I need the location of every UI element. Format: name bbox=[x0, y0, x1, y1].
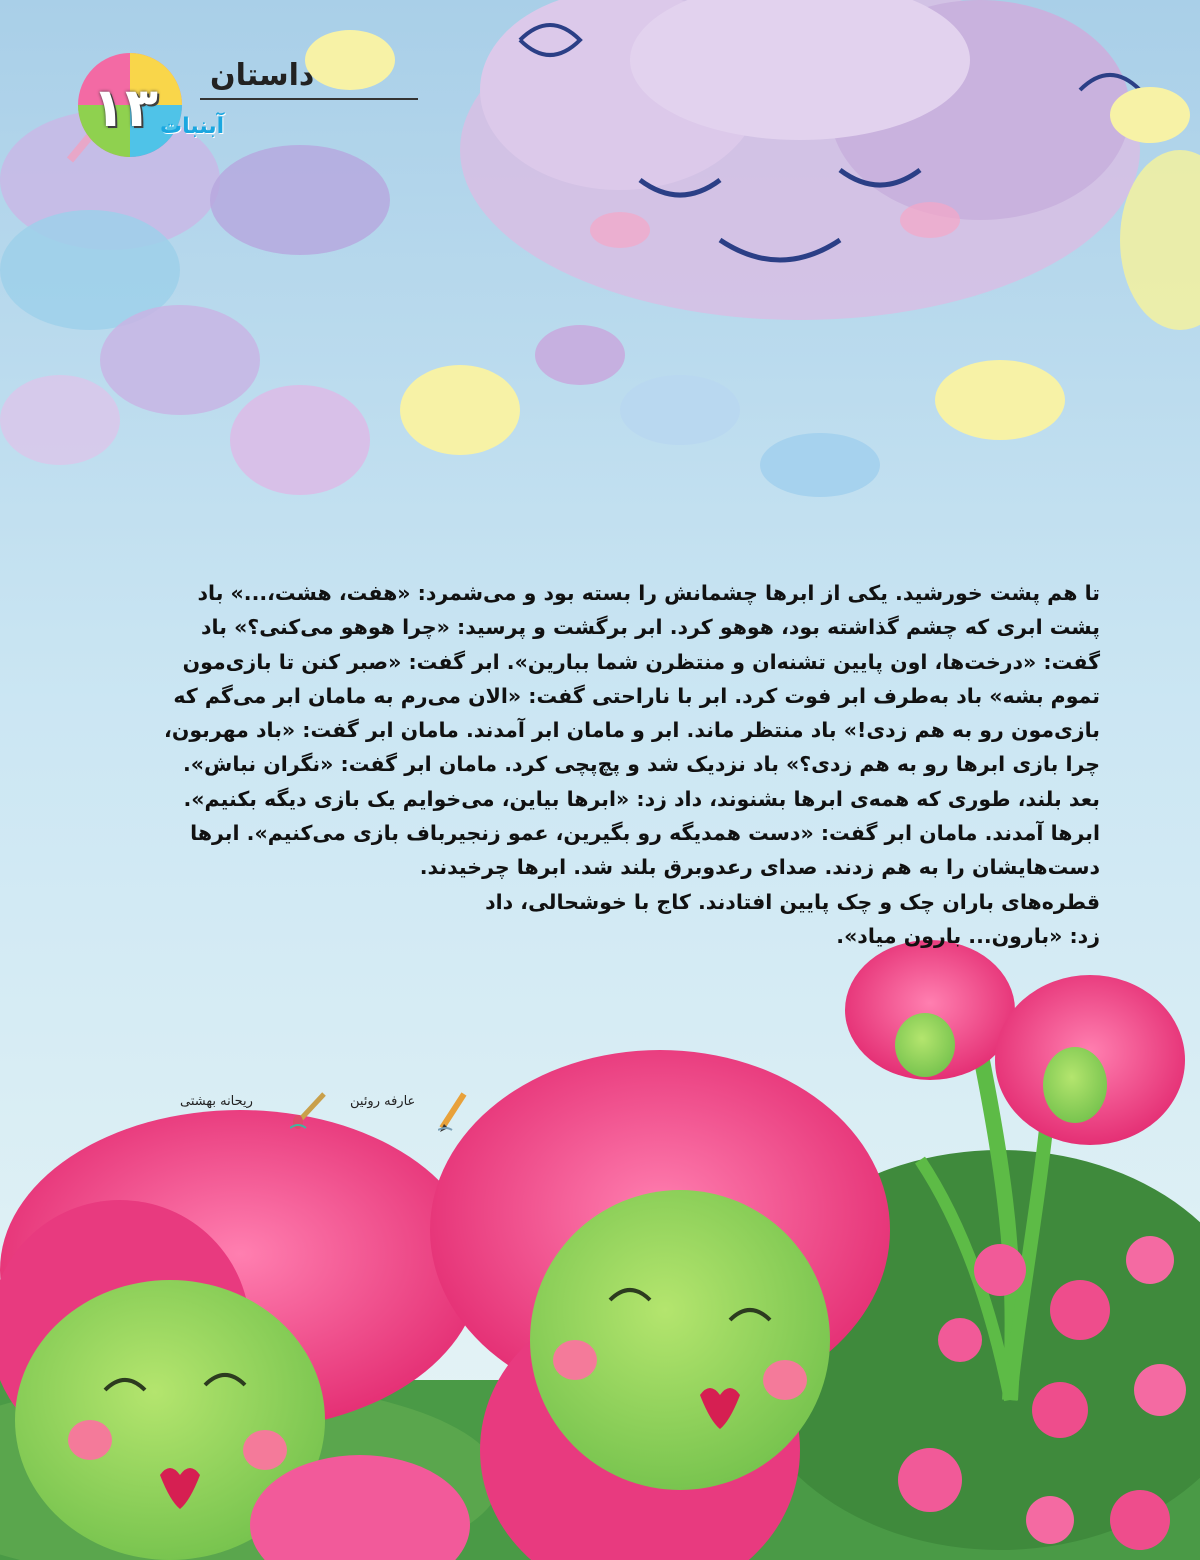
story-line: گفت: «درخت‌ها، اون پایین تشنه‌ان و منتظرن شما ببارین». ابر گفت: «صبر کنن تا بازی‌مون bbox=[182, 649, 1100, 674]
story-line: پشت ابری که چشم گذاشته بود، هوهو کرد. ابر برگشت و پرسید: «چرا هوهو می‌کنی؟» باد bbox=[201, 615, 1100, 640]
story-text bbox=[100, 576, 1100, 953]
section-title: داستان bbox=[210, 58, 315, 93]
story-line: قطره‌های باران چک و چک پایین افتادند. کاج با خوشحالی، داد bbox=[485, 889, 1100, 914]
rose-character-top-left bbox=[845, 940, 1015, 1080]
story-line: تا هم پشت خورشید. یکی از ابرها چشمانش را بسته بود و می‌شمرد: «هفت، هشت،...» باد bbox=[197, 581, 1100, 605]
rose-character-top-right bbox=[995, 975, 1185, 1145]
illustrator-name: ریحانه بهشتی bbox=[180, 1094, 253, 1109]
story-line: دست‌هایشان را به هم زدند. صدای رعدوبرق بلند شد. ابرها چرخیدند. bbox=[419, 855, 1100, 880]
paintbrush-icon bbox=[290, 1090, 330, 1132]
story-line: بازی‌مون رو به هم زدی!» باد منتظر ماند. ابر و مامان ابر آمدند. مامان ابر گفت: «باد مهربون، bbox=[164, 718, 1100, 743]
story-line: بعد بلند، طوری که همه‌ی ابرها بشنوند، داد زد: «ابرها بیاین، می‌خوایم یک بازی دیگه بکنیم». bbox=[183, 786, 1100, 811]
page-number: ۱۳ bbox=[92, 76, 158, 139]
page-header bbox=[40, 40, 440, 160]
header-divider bbox=[200, 98, 418, 100]
story-line: تموم بشه» باد به‌طرف ابر فوت کرد. ابر با ناراحتی گفت: «الان می‌رم به مامان ابر می‌گم که bbox=[173, 683, 1100, 708]
magazine-name: آبنبات bbox=[160, 114, 225, 139]
story-line: زد: «بارون... بارون میاد». bbox=[836, 923, 1100, 948]
story-line: چرا بازی ابرها رو به هم زدی؟» باد نزدیک شد و پچ‌پچی کرد. مامان ابر گفت: «نگران نباش». bbox=[183, 752, 1100, 777]
pencil-icon bbox=[438, 1090, 470, 1132]
author-name: عارفه روئین bbox=[350, 1094, 416, 1109]
story-line: ابرها آمدند. مامان ابر گفت: «دست همدیگه رو بگیرین، عمو زنجیرباف بازی می‌کنیم». ابرها bbox=[190, 821, 1100, 846]
credits bbox=[170, 1090, 470, 1140]
